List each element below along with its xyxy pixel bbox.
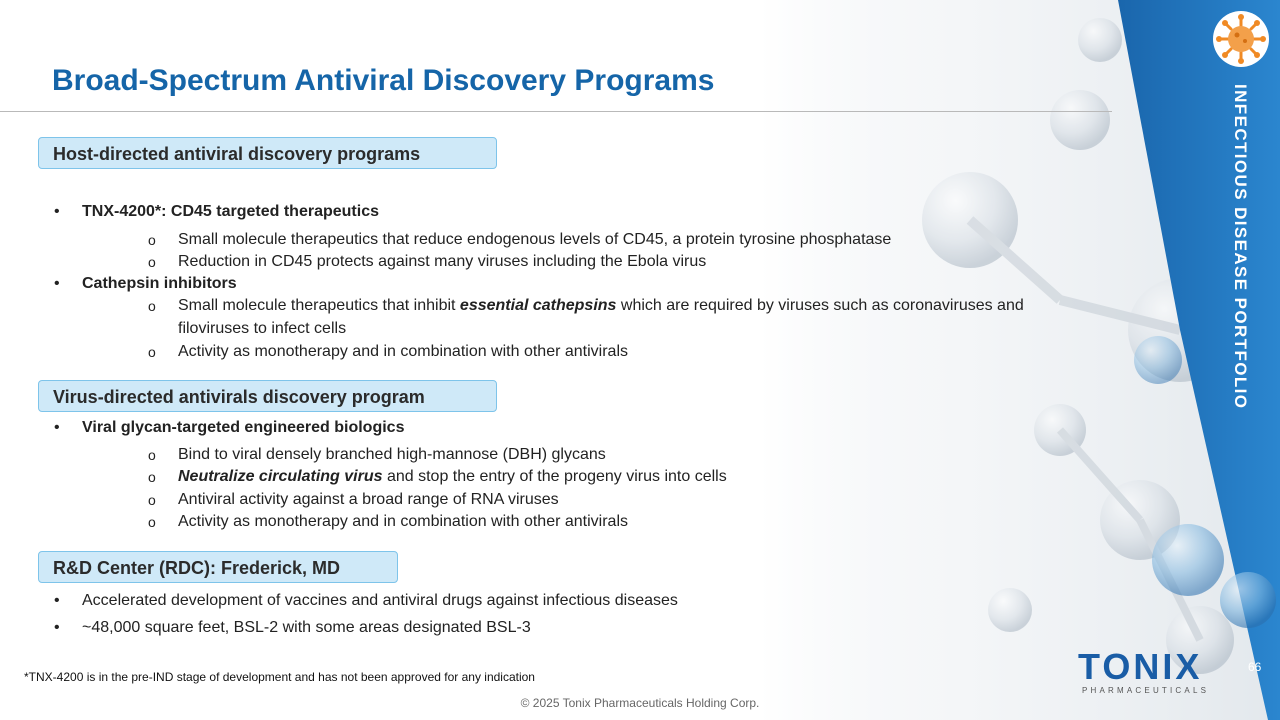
logo-subtitle: PHARMACEUTICALS bbox=[1082, 686, 1210, 695]
bullet-marker: • bbox=[54, 419, 60, 436]
sub-list-item bbox=[148, 343, 628, 361]
sub-list-item-text: Small molecule therapeutics that reduce endogenous levels of CD45, a protein tyrosine phosphatase bbox=[178, 231, 892, 248]
list-item bbox=[54, 592, 678, 610]
page-title: Broad-Spectrum Antiviral Discovery Programs bbox=[52, 64, 715, 97]
list-item bbox=[54, 619, 531, 637]
list-item-label: TNX-4200*: CD45 targeted therapeutics bbox=[82, 203, 379, 220]
bullet-marker: • bbox=[54, 203, 60, 220]
sub-bullet-marker: o bbox=[148, 492, 156, 508]
bullet-marker: • bbox=[54, 619, 60, 636]
list-item bbox=[54, 203, 379, 221]
sub-list-item bbox=[148, 513, 628, 531]
section-heading-host-directed: Host-directed antiviral discovery programs bbox=[38, 137, 497, 169]
bullet-marker: • bbox=[54, 275, 60, 292]
page-number: 66 bbox=[1248, 660, 1262, 674]
sub-list-item bbox=[148, 297, 1024, 315]
sub-list-item-text: Bind to viral densely branched high-mannose (DBH) glycans bbox=[178, 446, 606, 463]
sub-bullet-marker: o bbox=[148, 254, 156, 270]
sub-list-item bbox=[148, 253, 707, 271]
list-item-label: Cathepsin inhibitors bbox=[82, 275, 237, 292]
section-heading-rd-center: R&D Center (RDC): Frederick, MD bbox=[38, 551, 398, 583]
sub-list-item-text: filoviruses to infect cells bbox=[178, 320, 347, 337]
sub-list-item bbox=[148, 468, 727, 486]
list-item-text: Accelerated development of vaccines and antiviral drugs against infectious diseases bbox=[82, 592, 678, 609]
sub-list-item bbox=[148, 231, 892, 249]
virus-icon bbox=[1212, 10, 1270, 68]
logo-wordmark: TONIX bbox=[1078, 646, 1203, 687]
sub-list-item-continuation bbox=[178, 320, 346, 338]
sub-list-item-text: and stop the entry of the progeny virus into cells bbox=[382, 468, 727, 485]
bullet-marker: • bbox=[54, 592, 60, 609]
sub-list-item-text: Antiviral activity against a broad range of RNA viruses bbox=[178, 491, 559, 508]
sub-list-item-text: Activity as monotherapy and in combination with other antivirals bbox=[178, 343, 628, 360]
sub-list-item bbox=[148, 446, 606, 464]
emphasized-text: essential cathepsins bbox=[459, 297, 617, 314]
sub-bullet-marker: o bbox=[148, 232, 156, 248]
sub-list-item-text: Activity as monotherapy and in combination with other antivirals bbox=[178, 513, 628, 530]
footnote: *TNX-4200 is in the pre-IND stage of development and has not been approved for any indication bbox=[24, 670, 535, 684]
company-logo bbox=[1078, 646, 1208, 698]
portfolio-side-label bbox=[1224, 84, 1256, 444]
sub-bullet-marker: o bbox=[148, 469, 156, 485]
side-label-text: INFECTIOUS DISEASE PORTFOLIO bbox=[1231, 84, 1250, 410]
sub-list-item-text: Small molecule therapeutics that inhibit bbox=[178, 297, 460, 314]
sub-list-item-text: which are required by viruses such as coronaviruses and bbox=[616, 297, 1024, 314]
sub-bullet-marker: o bbox=[148, 344, 156, 360]
sub-list-item-text: Reduction in CD45 protects against many viruses including the Ebola virus bbox=[178, 253, 707, 270]
list-item-text: ~48,000 square feet, BSL-2 with some areas designated BSL-3 bbox=[82, 619, 531, 636]
list-item bbox=[54, 419, 405, 437]
section-heading-virus-directed: Virus-directed antivirals discovery program bbox=[38, 380, 497, 412]
sub-bullet-marker: o bbox=[148, 447, 156, 463]
list-item-label: Viral glycan-targeted engineered biologics bbox=[82, 419, 405, 436]
list-item bbox=[54, 275, 237, 293]
copyright: © 2025 Tonix Pharmaceuticals Holding Corp. bbox=[520, 696, 760, 710]
sub-bullet-marker: o bbox=[148, 298, 156, 314]
title-divider bbox=[0, 111, 1112, 112]
emphasized-text: Neutralize circulating virus bbox=[178, 468, 383, 485]
sub-list-item bbox=[148, 491, 559, 509]
sub-bullet-marker: o bbox=[148, 514, 156, 530]
